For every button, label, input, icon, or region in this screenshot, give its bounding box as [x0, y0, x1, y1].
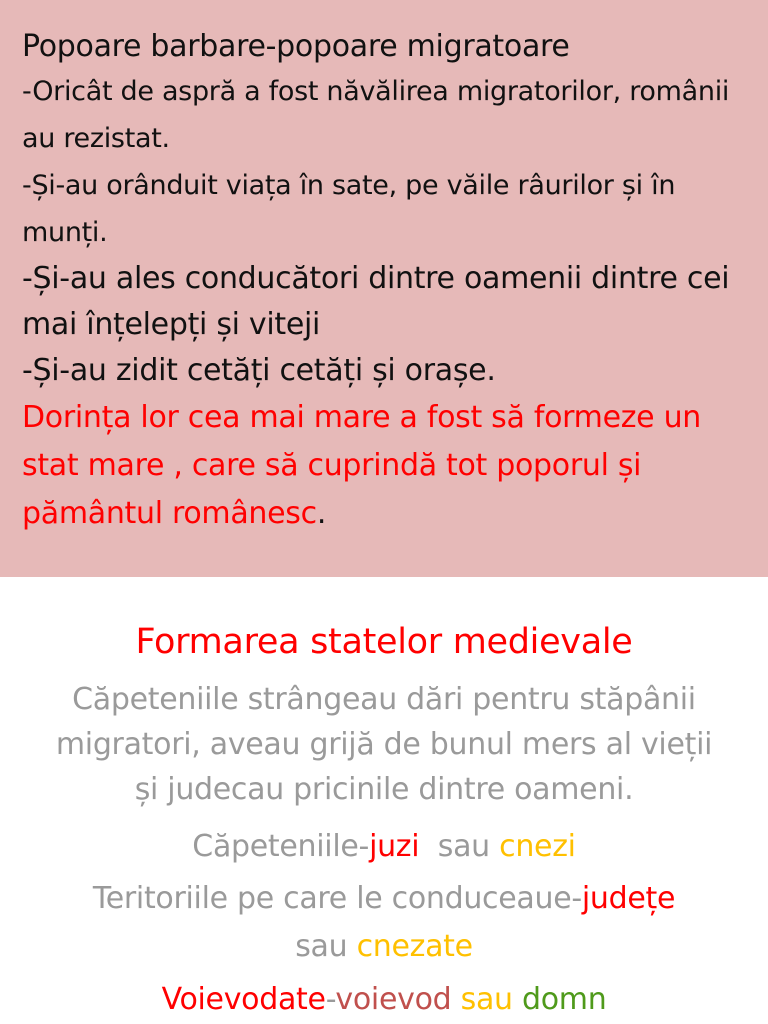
intro-line-cities: -Și-au zidit cetăți cetăți și orașe. [22, 353, 496, 388]
section-paragraph: Căpeteniile strângeau dări pentru stăpânii migratori, aveau grijă de bunul mers al vieții și judecau pricinile dintre oameni. [55, 682, 713, 807]
voivodeships-term: Voievodate [161, 982, 326, 1017]
territories-middle: sau [295, 929, 357, 964]
intro-line-villages: -Și-au orânduit viața în sate, pe văile râurilor și în munți. [22, 170, 676, 248]
intro-emphasis [22, 394, 748, 538]
intro-line-resistance: -Oricât de aspră a fost năvălirea migratorilor, românii au rezistat. [22, 76, 730, 154]
intro-line-leaders: -Și-au ales conducători dintre oamenii dintre cei mai înțelepți și viteji [22, 261, 730, 342]
territories-prefix: Teritoriile pe care le conduceaue- [92, 881, 582, 916]
territories-line [0, 875, 768, 923]
territories-term-cnezate: cnezate [356, 929, 473, 964]
territories-line-2 [0, 923, 768, 971]
section-medieval-states [0, 577, 768, 1024]
leaders-term-juzi: juzi [369, 829, 420, 864]
intro-title: Popoare barbare-popoare migratoare [22, 29, 570, 64]
voivodeships-line [0, 976, 768, 1024]
intro-emphasis-text: Dorința lor cea mai mare a fost să formeze un stat mare , care să cuprindă tot poporul și pământul românesc [22, 400, 701, 531]
voivodeships-middle: sau [451, 982, 522, 1017]
intro-emphasis-period: . [316, 496, 327, 531]
leaders-line [0, 823, 768, 871]
leaders-term-cnezi: cnezi [499, 829, 576, 864]
voivodeships-domn: domn [521, 982, 607, 1017]
territories-term-judete: județe [581, 881, 676, 916]
voivodeships-dash: - [325, 982, 336, 1017]
leaders-prefix: Căpeteniile- [192, 829, 370, 864]
leaders-middle: sau [419, 829, 500, 864]
section-heading: Formarea statelor medievale [135, 622, 633, 662]
voivodeships-voievod: voievod [335, 982, 452, 1017]
